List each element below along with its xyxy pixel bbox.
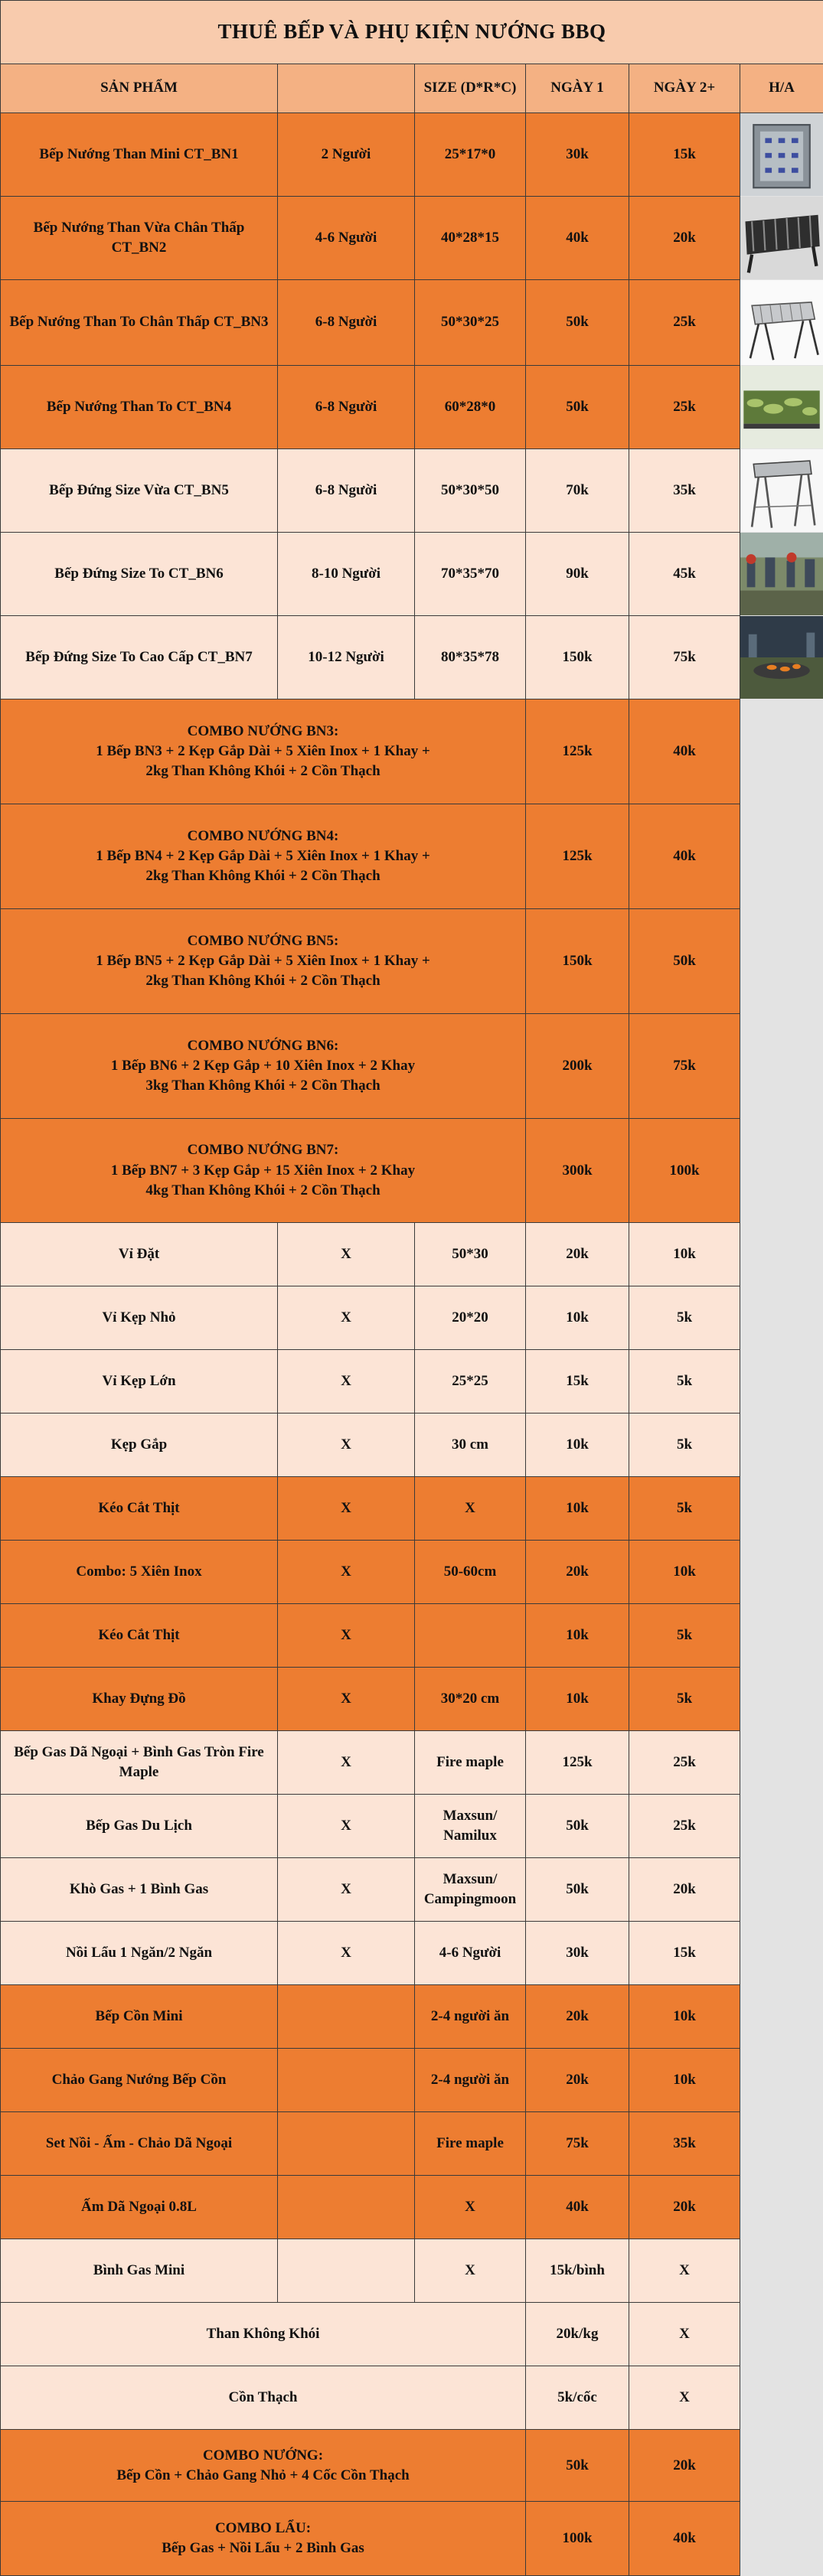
capacity	[278, 2176, 415, 2239]
size: 25*25	[415, 1350, 526, 1414]
product-name: Vỉ Kẹp Nhỏ	[1, 1286, 278, 1350]
price-day2: 40k	[629, 699, 740, 804]
price-day2: 10k	[629, 1223, 740, 1286]
size: 25*17*0	[415, 113, 526, 197]
product-name: Kẹp Gắp	[1, 1414, 278, 1477]
product-name: Bình Gas Mini	[1, 2239, 278, 2303]
grill-row	[1, 366, 823, 449]
capacity: 8-10 Người	[278, 533, 415, 616]
price-day1: 150k	[526, 616, 629, 699]
price-day2: 15k	[629, 1922, 740, 1985]
price-day1: 70k	[526, 449, 629, 533]
combo-row	[1, 1119, 823, 1223]
product-name: Kéo Cắt Thịt	[1, 1604, 278, 1668]
capacity: X	[278, 1668, 415, 1731]
product-name: Bếp Cồn Mini	[1, 1985, 278, 2049]
price-day2: X	[629, 2239, 740, 2303]
header-day2: NGÀY 2+	[629, 64, 740, 113]
product-name: Set Nồi - Ấm - Chảo Dã Ngoại	[1, 2112, 278, 2176]
price-day2: 10k	[629, 1985, 740, 2049]
product-name: Ấm Dã Ngoại 0.8L	[1, 2176, 278, 2239]
price-day1: 75k	[526, 2112, 629, 2176]
accessory-row	[1, 2239, 823, 2303]
price-day1: 15k	[526, 1350, 629, 1414]
price-day1: 300k	[526, 1119, 629, 1223]
product-name: Chảo Gang Nướng Bếp Cồn	[1, 2049, 278, 2112]
standing-grill-photo	[740, 449, 823, 533]
grill-row	[1, 616, 823, 699]
header-capacity	[278, 64, 415, 113]
capacity: 2 Người	[278, 113, 415, 197]
price-day1: 125k	[526, 804, 629, 909]
product-name: Bếp Nướng Than To CT_BN4	[1, 366, 278, 449]
price-day1: 50k	[526, 366, 629, 449]
accessory-row	[1, 1858, 823, 1922]
price-day1: 100k	[526, 2502, 629, 2576]
capacity	[278, 2239, 415, 2303]
size: 4-6 Người	[415, 1922, 526, 1985]
capacity: 10-12 Người	[278, 616, 415, 699]
size: 20*20	[415, 1286, 526, 1350]
mini-charcoal-grill-photo	[740, 113, 823, 197]
product-name: Bếp Đứng Size To Cao Cấp CT_BN7	[1, 616, 278, 699]
product-name: Bếp Nướng Than Vừa Chân Thấp CT_BN2	[1, 197, 278, 280]
capacity	[278, 2112, 415, 2176]
capacity: X	[278, 1477, 415, 1541]
header-image: H/A	[740, 64, 823, 113]
price-day2: 100k	[629, 1119, 740, 1223]
accessory-row	[1, 1223, 823, 1286]
accessory-row	[1, 1668, 823, 1731]
price-day2: 40k	[629, 2502, 740, 2576]
size: X	[415, 1477, 526, 1541]
price-day1: 10k	[526, 1604, 629, 1668]
price-day1: 50k	[526, 1858, 629, 1922]
price-day1: 40k	[526, 197, 629, 280]
price-day2: 75k	[629, 616, 740, 699]
price-day2: 40k	[629, 804, 740, 909]
product-name: Vỉ Đặt	[1, 1223, 278, 1286]
product-name: Cồn Thạch	[1, 2366, 526, 2430]
price-day2: X	[629, 2303, 740, 2366]
size: 80*35*78	[415, 616, 526, 699]
price-day2: X	[629, 2366, 740, 2430]
price-day2: 50k	[629, 909, 740, 1014]
outdoor-party-photo	[740, 533, 823, 616]
price-day1: 20k	[526, 1541, 629, 1604]
product-name: Bếp Nướng Than Mini CT_BN1	[1, 113, 278, 197]
price-day1: 50k	[526, 1795, 629, 1858]
price-day2: 25k	[629, 366, 740, 449]
size: Fire maple	[415, 2112, 526, 2176]
size: 50-60cm	[415, 1541, 526, 1604]
product-name: Nồi Lẩu 1 Ngăn/2 Ngăn	[1, 1922, 278, 1985]
size: 50*30*25	[415, 280, 526, 366]
price-day1: 20k	[526, 2049, 629, 2112]
price-day1: 30k	[526, 113, 629, 197]
price-day1: 150k	[526, 909, 629, 1014]
price-day2: 20k	[629, 2430, 740, 2502]
price-day1: 15k/bình	[526, 2239, 629, 2303]
grill-row	[1, 197, 823, 280]
accessory-row	[1, 1477, 823, 1541]
page-title: THUÊ BẾP VÀ PHỤ KIỆN NƯỚNG BBQ	[1, 1, 823, 64]
combo-description: COMBO NƯỚNG BN7: 1 Bếp BN7 + 3 Kẹp Gắp + 15 Xiên Inox + 2 Khay 4kg Than Không Khói + 2 Cồn Thạch	[1, 1119, 526, 1223]
size: X	[415, 2176, 526, 2239]
capacity: 4-6 Người	[278, 197, 415, 280]
product-name: Kéo Cắt Thịt	[1, 1477, 278, 1541]
accessory-row	[1, 1795, 823, 1858]
header-product: SẢN PHẨM	[1, 64, 278, 113]
accessory-row	[1, 1541, 823, 1604]
capacity: X	[278, 1795, 415, 1858]
product-name: Combo: 5 Xiên Inox	[1, 1541, 278, 1604]
price-day2: 10k	[629, 2049, 740, 2112]
size: 40*28*15	[415, 197, 526, 280]
price-day1: 20k/kg	[526, 2303, 629, 2366]
price-day1: 125k	[526, 699, 629, 804]
capacity: 6-8 Người	[278, 366, 415, 449]
accessory-row	[1, 1414, 823, 1477]
size: 2-4 người ăn	[415, 2049, 526, 2112]
price-day2: 25k	[629, 280, 740, 366]
product-name: Than Không Khói	[1, 2303, 526, 2366]
capacity: X	[278, 1731, 415, 1795]
price-day1: 50k	[526, 2430, 629, 2502]
product-name: Bếp Đứng Size To CT_BN6	[1, 533, 278, 616]
grill-row	[1, 449, 823, 533]
capacity: 6-8 Người	[278, 280, 415, 366]
grill-row	[1, 113, 823, 197]
price-day2: 20k	[629, 1858, 740, 1922]
accessory-row	[1, 1286, 823, 1350]
campfire-grilling-photo	[740, 616, 823, 699]
combo-description: COMBO NƯỚNG BN5: 1 Bếp BN5 + 2 Kẹp Gắp Dài + 5 Xiên Inox + 1 Khay + 2kg Than Không Khói + 2 Cồn Thạch	[1, 909, 526, 1014]
price-day1: 10k	[526, 1414, 629, 1477]
combo-row	[1, 2502, 823, 2576]
size	[415, 1604, 526, 1668]
capacity: X	[278, 1286, 415, 1350]
product-name: Bếp Gas Du Lịch	[1, 1795, 278, 1858]
tall-steel-grill-photo	[740, 280, 823, 366]
size: 60*28*0	[415, 366, 526, 449]
price-day2: 5k	[629, 1668, 740, 1731]
grill-row	[1, 533, 823, 616]
size: Fire maple	[415, 1731, 526, 1795]
accessory-row	[1, 1731, 823, 1795]
combo-row	[1, 909, 823, 1014]
combo-row	[1, 804, 823, 909]
accessory-row	[1, 1604, 823, 1668]
combo-description: COMBO NƯỚNG BN3: 1 Bếp BN3 + 2 Kẹp Gắp Dài + 5 Xiên Inox + 1 Khay + 2kg Than Không Khói + 2 Cồn Thạch	[1, 699, 526, 804]
price-day2: 10k	[629, 1541, 740, 1604]
accessory-row	[1, 1350, 823, 1414]
capacity	[278, 2049, 415, 2112]
size: 30 cm	[415, 1414, 526, 1477]
accessory-row	[1, 2049, 823, 2112]
size: X	[415, 2239, 526, 2303]
price-day2: 20k	[629, 197, 740, 280]
consumable-row	[1, 2366, 823, 2430]
price-day2: 5k	[629, 1286, 740, 1350]
header-size: SIZE (D*R*C)	[415, 64, 526, 113]
product-name: Bếp Nướng Than To Chân Thấp CT_BN3	[1, 280, 278, 366]
price-day2: 5k	[629, 1604, 740, 1668]
product-name: Bếp Gas Dã Ngoại + Bình Gas Tròn Fire Maple	[1, 1731, 278, 1795]
price-day2: 5k	[629, 1414, 740, 1477]
accessory-row	[1, 1985, 823, 2049]
price-day1: 10k	[526, 1477, 629, 1541]
combo-description: COMBO NƯỚNG BN4: 1 Bếp BN4 + 2 Kẹp Gắp Dài + 5 Xiên Inox + 1 Khay + 2kg Than Không Khói + 2 Cồn Thạch	[1, 804, 526, 909]
consumable-row	[1, 2303, 823, 2366]
capacity	[278, 1985, 415, 2049]
grill-with-food-photo	[740, 366, 823, 449]
size: 50*30*50	[415, 449, 526, 533]
product-name: Khay Đựng Đồ	[1, 1668, 278, 1731]
price-day2: 15k	[629, 113, 740, 197]
capacity: X	[278, 1604, 415, 1668]
image-column-blank	[740, 699, 823, 2576]
combo-description: COMBO NƯỚNG BN6: 1 Bếp BN6 + 2 Kẹp Gắp + 10 Xiên Inox + 2 Khay 3kg Than Không Khói + 2 Cồn Thạch	[1, 1014, 526, 1119]
combo-description: COMBO LẨU: Bếp Gas + Nồi Lẩu + 2 Bình Gas	[1, 2502, 526, 2576]
price-day1: 10k	[526, 1668, 629, 1731]
accessory-row	[1, 2176, 823, 2239]
header-day1: NGÀY 1	[526, 64, 629, 113]
price-day2: 25k	[629, 1731, 740, 1795]
price-day2: 35k	[629, 2112, 740, 2176]
product-name: Bếp Đứng Size Vừa CT_BN5	[1, 449, 278, 533]
product-name: Vỉ Kẹp Lớn	[1, 1350, 278, 1414]
price-day1: 200k	[526, 1014, 629, 1119]
price-day2: 5k	[629, 1477, 740, 1541]
accessory-row	[1, 1922, 823, 1985]
price-day1: 10k	[526, 1286, 629, 1350]
size: 30*20 cm	[415, 1668, 526, 1731]
price-day2: 35k	[629, 449, 740, 533]
price-day2: 75k	[629, 1014, 740, 1119]
size: 50*30	[415, 1223, 526, 1286]
price-day1: 125k	[526, 1731, 629, 1795]
capacity: X	[278, 1858, 415, 1922]
capacity: X	[278, 1223, 415, 1286]
product-name: Khò Gas + 1 Bình Gas	[1, 1858, 278, 1922]
combo-row	[1, 699, 823, 804]
accessory-row	[1, 2112, 823, 2176]
size: 70*35*70	[415, 533, 526, 616]
price-day1: 20k	[526, 1223, 629, 1286]
capacity: 6-8 Người	[278, 449, 415, 533]
capacity: X	[278, 1541, 415, 1604]
price-day2: 20k	[629, 2176, 740, 2239]
grill-row	[1, 280, 823, 366]
capacity: X	[278, 1922, 415, 1985]
price-day2: 25k	[629, 1795, 740, 1858]
combo-row	[1, 2430, 823, 2502]
price-day1: 30k	[526, 1922, 629, 1985]
price-day1: 5k/cốc	[526, 2366, 629, 2430]
combo-description: COMBO NƯỚNG: Bếp Cồn + Chảo Gang Nhỏ + 4 Cốc Cồn Thạch	[1, 2430, 526, 2502]
size: Maxsun/ Campingmoon	[415, 1858, 526, 1922]
low-leg-grill-photo	[740, 197, 823, 280]
price-day1: 20k	[526, 1985, 629, 2049]
capacity: X	[278, 1414, 415, 1477]
price-day2: 45k	[629, 533, 740, 616]
capacity: X	[278, 1350, 415, 1414]
size: 2-4 người ăn	[415, 1985, 526, 2049]
combo-row	[1, 1014, 823, 1119]
price-day2: 5k	[629, 1350, 740, 1414]
size: Maxsun/ Namilux	[415, 1795, 526, 1858]
price-day1: 40k	[526, 2176, 629, 2239]
price-day1: 90k	[526, 533, 629, 616]
price-day1: 50k	[526, 280, 629, 366]
